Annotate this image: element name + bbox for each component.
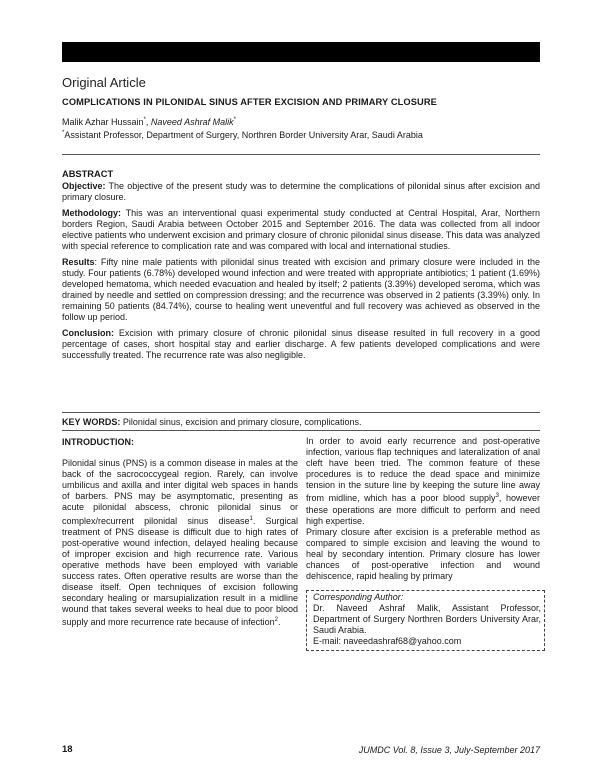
intro-text-1: Pilonidal sinus (PNS) is a common disease in males at the back of the sacrococcygeal region. Rarely, can involve umbilicus and axilla and inter digital web spaces in hands of barbers. PNS may be asymptomatic, presenting as acute pilonidal abscess, chronic pilonidal sinus or complex/recurrent pilonidal sinus disease xyxy=(62,458,298,526)
corresponding-author-box xyxy=(306,590,545,651)
conclusion-label: Conclusion: xyxy=(62,328,114,338)
results-text: : Fifty nine male patients with pilonidal sinus treated with excision and primary closure were included in the study. Four patients (6.78%) developed wound infection and were treated with appropriate antibiotics; 1 patient (1.69%) developed hematoma, which needed evacuation and healed by itself; 2 patients (3.39%) developed seroma, which was drained by needle and settled on compression dressing; and the recurrence was observed in 2 patients (3.39%) only. In remaining 50 patients (84.74%), course to healing went uneventful and full recovery was achieved as observed in the follow up period. xyxy=(62,257,540,322)
page-number: 18 xyxy=(62,744,73,755)
section-label: Original Article xyxy=(62,75,146,90)
author-2: Naveed Ashraf Malik xyxy=(150,117,234,127)
rule-keywords-top xyxy=(62,412,540,413)
abstract-heading: ABSTRACT xyxy=(62,169,114,179)
flap-text-1: In order to avoid early recurrence and post-operative infection, various flap techniques and lateralization of anal cleft have been tried. The common feature of these procedures is to reduce the dead space and minimize tension in the suture line by keeping the suture line away from midline, which has a poor blood supply xyxy=(306,436,540,504)
header-bar xyxy=(62,42,540,62)
methodology-text: This was an interventional quasi experimental study conducted at Central Hospital, Arar, Northern borders Region, Saudi Arabia between October 2015 and September 2016. The data was collected from all indoor elective patients who underwent excision and primary closure of chronic pilonidal sinus disease. This data was analyzed with special reference to complication rate and was compared with local and international studies. xyxy=(62,208,540,251)
author-line xyxy=(62,117,236,127)
corresponding-email[interactable]: E-mail: naveedashraf68@yahoo.com xyxy=(313,636,462,646)
journal-citation: JUMDC Vol. 8, Issue 3, July-September 2017 xyxy=(358,745,540,755)
flap-text-2: , however these operations are more difficult to perform and need high expertise. xyxy=(306,493,540,526)
keywords-label: KEY WORDS: xyxy=(62,417,121,427)
ref-2: 2 xyxy=(274,617,278,624)
article-title: COMPLICATIONS IN PILONIDAL SINUS AFTER EXCISION AND PRIMARY CLOSURE xyxy=(62,97,437,107)
abstract xyxy=(62,169,540,366)
methodology-label: Methodology: xyxy=(62,208,121,218)
author-1-mark: * xyxy=(143,117,146,123)
corresponding-heading: Corresponding Author: xyxy=(313,592,404,602)
ref-3: 3 xyxy=(495,493,499,500)
objective-text: The objective of the present study was to determine the complications of pilonidal sinus after excision and primary closure. xyxy=(62,181,540,202)
abstract-methodology xyxy=(62,208,540,252)
introduction-heading: INTRODUCTION: xyxy=(62,437,134,447)
author-separator: , xyxy=(145,117,151,127)
flap-paragraph xyxy=(306,436,540,527)
affiliation xyxy=(62,130,423,140)
introduction-paragraph xyxy=(62,458,298,628)
corresponding-details: Dr. Naveed Ashraf Malik, Assistant Professor, Department of Surgery Northren Borders University Arar, Saudi Arabia. xyxy=(313,603,541,635)
left-column xyxy=(62,437,298,629)
right-column xyxy=(306,436,540,582)
intro-text-3: . xyxy=(277,617,281,628)
ref-1: 1 xyxy=(249,515,253,522)
affiliation-mark: * xyxy=(62,130,65,136)
rule-keywords-bottom xyxy=(62,430,540,431)
abstract-conclusion xyxy=(62,328,540,361)
conclusion-text: Excision with primary closure of chronic pilonidal sinus disease resulted in full recovery in a good percentage of cases, short hospital stay and earlier discharge. A few patients developed complications and were successfully treated. The recurrence rate was also negligible. xyxy=(62,328,540,360)
keywords xyxy=(62,417,361,427)
affiliation-text: Assistant Professor, Department of Surgery, Northren Border University Arar, Saudi Arabia xyxy=(64,130,423,140)
results-label: Results xyxy=(62,257,95,267)
primary-closure-paragraph: Primary closure after excision is a preferable method as compared to simple excision and leaving the wound to heal by secondary intention. Primary closure has lower chances of post-operative infection and wound dehiscence, rapid healing by primary xyxy=(306,526,540,582)
keywords-text: Pilonidal sinus, excision and primary closure, complications. xyxy=(120,417,362,427)
abstract-objective xyxy=(62,181,540,203)
objective-label: Objective: xyxy=(62,181,106,191)
intro-text-2: . Surgical treatment of PNS disease is difficult due to high rates of post-operative wound infection, delayed healing because of improper excision and high recurrence rate. Various operative methods have been employed with variable success rates. Often operative results are worse than the disease itself. Open techniques of excision following secondary healing or marsupialization result in a midline wound that takes several weeks to heal due to poor blood supply and more recurrence rate because of infection xyxy=(62,515,298,628)
author-1: Malik Azhar Hussain xyxy=(62,117,144,127)
abstract-results xyxy=(62,257,540,323)
rule-top xyxy=(62,154,540,155)
author-2-mark: * xyxy=(233,117,236,123)
